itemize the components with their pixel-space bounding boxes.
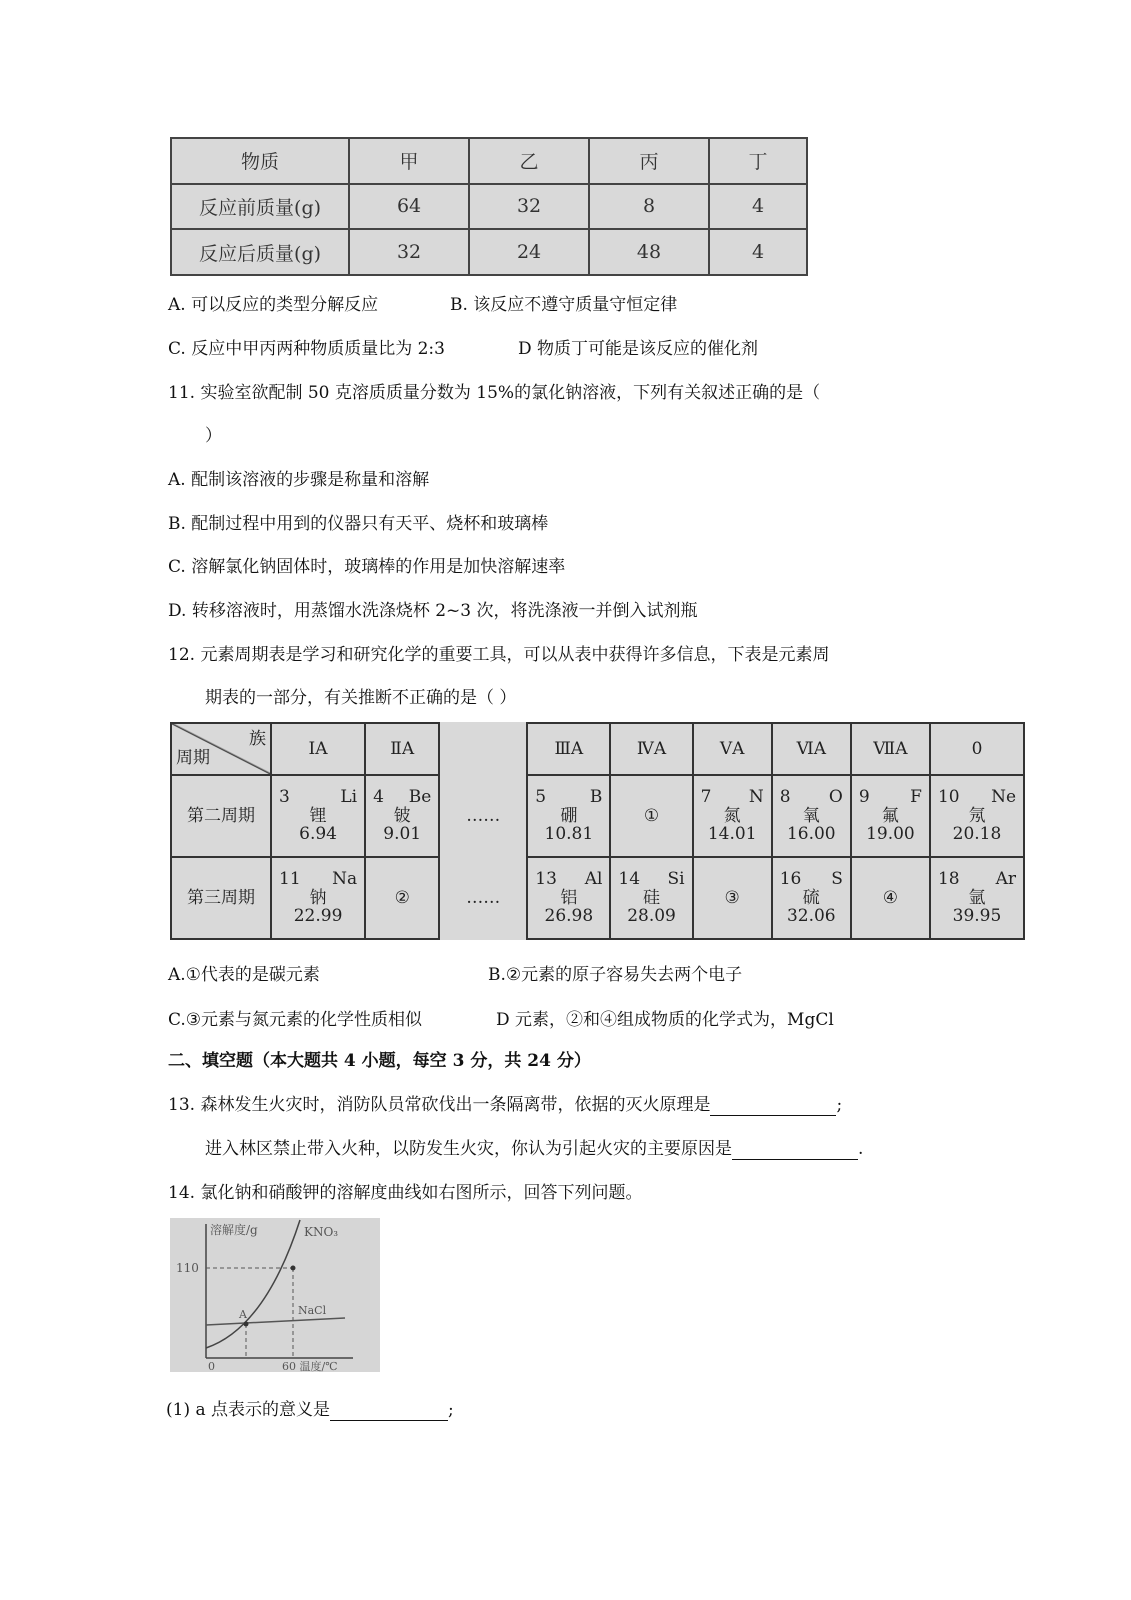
table-header-row bbox=[171, 138, 807, 184]
element-symbol: Si bbox=[667, 868, 685, 889]
atomic-mass: 19.00 bbox=[866, 824, 915, 845]
table-row bbox=[171, 229, 807, 275]
element-symbol: N bbox=[748, 786, 764, 807]
punctuation: ; bbox=[448, 1400, 454, 1420]
group-header: ⅢA bbox=[527, 723, 610, 775]
atomic-number: 16 bbox=[779, 868, 802, 889]
atomic-number: 7 bbox=[700, 786, 712, 807]
group-header: ⅥA bbox=[772, 723, 851, 775]
q10-option-a: A. 可以反应的类型分解反应 bbox=[168, 295, 379, 315]
y-tick-110: 110 bbox=[176, 1261, 199, 1275]
table-cell: 24 bbox=[469, 229, 589, 275]
element-cell bbox=[365, 775, 439, 857]
solubility-chart bbox=[170, 1218, 380, 1372]
q10-options-ab bbox=[168, 290, 677, 315]
q11-stem-end: ） bbox=[205, 426, 222, 446]
nacl-label: NaCl bbox=[298, 1304, 327, 1317]
element-placeholder: ① bbox=[610, 775, 692, 857]
period-label: 第三周期 bbox=[171, 857, 271, 939]
element-name: 氧 bbox=[802, 805, 820, 826]
x-axis-label: 60 温度/℃ bbox=[282, 1360, 338, 1372]
element-name: 氖 bbox=[968, 805, 986, 826]
group-header bbox=[439, 723, 527, 775]
data-point bbox=[291, 1266, 296, 1271]
mass-table bbox=[170, 137, 808, 276]
period-row bbox=[171, 857, 1024, 939]
kno3-label: KNO₃ bbox=[304, 1225, 339, 1239]
atomic-number: 3 bbox=[279, 786, 290, 807]
punctuation: ; bbox=[836, 1095, 843, 1115]
origin-label: 0 bbox=[208, 1360, 215, 1372]
mass-table-photo bbox=[170, 137, 808, 276]
element-symbol: F bbox=[910, 786, 922, 807]
atomic-number: 4 bbox=[373, 786, 384, 807]
q12-option-d: D 元素，②和④组成物质的化学式为，MgCl bbox=[496, 1010, 834, 1030]
element-cell bbox=[930, 857, 1024, 939]
section-heading: 二、填空题（本大题共 4 小题，每空 3 分，共 24 分） bbox=[168, 1051, 591, 1071]
element-name: 氟 bbox=[881, 805, 899, 826]
table-cell: 64 bbox=[349, 184, 469, 230]
q12-option-a: A.①代表的是碳元素 bbox=[168, 965, 320, 985]
atomic-number: 9 bbox=[858, 786, 870, 807]
table-cell: 48 bbox=[589, 229, 709, 275]
table-cell: 4 bbox=[709, 229, 807, 275]
q11-option-c: C. 溶解氯化钠固体时，玻璃棒的作用是加快溶解速率 bbox=[168, 557, 566, 577]
element-name: 铝 bbox=[560, 887, 578, 908]
q14-sub1-text: (1) a 点表示的意义是 bbox=[166, 1400, 331, 1420]
atomic-mass: 6.94 bbox=[299, 824, 337, 845]
atomic-mass: 28.09 bbox=[627, 906, 676, 927]
element-placeholder: …… bbox=[439, 775, 527, 857]
q14-sub1 bbox=[166, 1395, 454, 1421]
q11-option-d: D. 转移溶液时，用蒸馏水洗涤烧杯 2~3 次，将洗涤液一并倒入试剂瓶 bbox=[168, 601, 698, 621]
atomic-number: 18 bbox=[937, 868, 960, 889]
q11-stem: 11. 实验室欲配制 50 克溶质质量分数为 15%的氯化钠溶液，下列有关叙述正确的是（ bbox=[168, 383, 821, 403]
element-placeholder: ③ bbox=[693, 857, 772, 939]
element-cell bbox=[772, 857, 851, 939]
atomic-number: 10 bbox=[937, 786, 960, 807]
element-name: 钠 bbox=[309, 887, 327, 908]
atomic-mass: 22.99 bbox=[293, 906, 343, 927]
table-header-cell: 甲 bbox=[349, 138, 469, 184]
punctuation: . bbox=[858, 1139, 864, 1159]
q11-option-b: B. 配制过程中用到的仪器只有天平、烧杯和玻璃棒 bbox=[168, 514, 549, 534]
q14-stem: 14. 氯化钠和硝酸钾的溶解度曲线如右图所示，回答下列问题。 bbox=[168, 1183, 643, 1203]
corner-cell bbox=[171, 723, 271, 775]
q11-option-a: A. 配制该溶液的步骤是称量和溶解 bbox=[168, 470, 430, 490]
element-placeholder: …… bbox=[439, 857, 527, 939]
q10-option-b: B. 该反应不遵守质量守恒定律 bbox=[450, 295, 678, 315]
nacl-line bbox=[206, 1318, 345, 1325]
atomic-mass: 26.98 bbox=[544, 906, 594, 927]
q12-option-c: C.③元素与氮元素的化学性质相似 bbox=[168, 1010, 423, 1030]
q12-stem-end: 期表的一部分，有关推断不正确的是（ ） bbox=[205, 688, 517, 708]
element-name: 氮 bbox=[723, 805, 741, 826]
period-row bbox=[171, 775, 1024, 857]
element-cell bbox=[271, 775, 365, 857]
element-cell bbox=[527, 857, 610, 939]
q12-option-b: B.②元素的原子容易失去两个电子 bbox=[488, 965, 743, 985]
element-cell bbox=[527, 775, 610, 857]
element-cell bbox=[772, 775, 851, 857]
group-header: 0 bbox=[930, 723, 1024, 775]
element-placeholder: ④ bbox=[851, 857, 930, 939]
element-symbol: Al bbox=[584, 868, 603, 889]
q13-answer-blank-2[interactable] bbox=[732, 1139, 858, 1160]
solubility-curve-figure bbox=[170, 1218, 380, 1372]
element-cell bbox=[610, 857, 692, 939]
element-name: 硫 bbox=[802, 887, 820, 908]
point-a bbox=[244, 1322, 249, 1327]
element-cell bbox=[271, 857, 365, 939]
group-header: ⅣA bbox=[610, 723, 692, 775]
q14-answer-blank-1[interactable] bbox=[330, 1400, 448, 1421]
point-a-label: A bbox=[239, 1308, 247, 1321]
element-name: 硅 bbox=[643, 887, 661, 908]
table-cell: 4 bbox=[709, 184, 807, 230]
q12-stem: 12. 元素周期表是学习和研究化学的重要工具，可以从表中获得许多信息，下表是元素周 bbox=[168, 645, 830, 665]
atomic-mass: 16.00 bbox=[786, 824, 836, 845]
table-cell: 32 bbox=[349, 229, 469, 275]
element-symbol: S bbox=[831, 868, 843, 889]
corner-top: 族 bbox=[249, 729, 266, 750]
q10-option-c: C. 反应中甲丙两种物质质量比为 2:3 bbox=[168, 339, 445, 359]
group-header: ⅤA bbox=[693, 723, 772, 775]
element-symbol: Ne bbox=[991, 786, 1016, 807]
element-symbol: Be bbox=[408, 786, 432, 807]
atomic-mass: 9.01 bbox=[383, 824, 422, 845]
atomic-number: 8 bbox=[779, 786, 791, 807]
table-cell: 反应前质量(g) bbox=[171, 184, 349, 230]
table-header-cell: 乙 bbox=[469, 138, 589, 184]
table-header-row bbox=[171, 723, 1024, 775]
table-cell: 反应后质量(g) bbox=[171, 229, 349, 275]
atomic-mass: 32.06 bbox=[786, 906, 836, 927]
periodic-table bbox=[170, 722, 1025, 940]
element-name: 锂 bbox=[309, 805, 327, 826]
atomic-mass: 14.01 bbox=[707, 824, 757, 845]
element-cell bbox=[930, 775, 1024, 857]
q10-option-d: D 物质丁可能是该反应的催化剂 bbox=[518, 339, 759, 359]
table-row bbox=[171, 184, 807, 230]
element-symbol: Li bbox=[340, 786, 358, 807]
atomic-number: 13 bbox=[535, 868, 557, 889]
element-cell bbox=[693, 775, 772, 857]
element-cell bbox=[851, 775, 930, 857]
q13-text1: 13. 森林发生火灾时，消防队员常砍伐出一条隔离带，依据的灭火原理是 bbox=[168, 1095, 711, 1115]
q12-options-cd bbox=[168, 1005, 834, 1030]
element-symbol: Na bbox=[332, 868, 358, 889]
element-symbol: B bbox=[589, 786, 603, 807]
atomic-number: 11 bbox=[279, 868, 301, 889]
table-header-cell: 丙 bbox=[589, 138, 709, 184]
corner-bottom: 周期 bbox=[176, 747, 210, 768]
atomic-mass: 39.95 bbox=[952, 906, 1002, 927]
group-header: ⅦA bbox=[851, 723, 930, 775]
kno3-curve bbox=[206, 1220, 300, 1348]
q13-answer-blank-1[interactable] bbox=[710, 1095, 836, 1116]
table-cell: 32 bbox=[469, 184, 589, 230]
q13-line1 bbox=[168, 1090, 842, 1116]
q13-text2: 进入林区禁止带入火种，以防发生火灾，你认为引起火灾的主要原因是 bbox=[205, 1139, 732, 1159]
period-label: 第二周期 bbox=[171, 775, 271, 857]
atomic-mass: 10.81 bbox=[544, 824, 594, 845]
q13-line2 bbox=[205, 1134, 863, 1160]
q10-options-cd bbox=[168, 334, 758, 359]
table-header-cell: 物质 bbox=[171, 138, 349, 184]
atomic-number: 5 bbox=[535, 786, 547, 807]
element-symbol: Ar bbox=[995, 868, 1016, 889]
y-axis-label: 溶解度/g bbox=[210, 1223, 258, 1237]
q12-options-ab bbox=[168, 960, 742, 985]
atomic-mass: 20.18 bbox=[952, 824, 1002, 845]
element-name: 氩 bbox=[968, 887, 986, 908]
atomic-number: 14 bbox=[618, 868, 641, 889]
table-header-cell: 丁 bbox=[709, 138, 807, 184]
group-header: ⅡA bbox=[365, 723, 439, 775]
element-name: 硼 bbox=[560, 805, 578, 826]
periodic-table-photo bbox=[170, 722, 1025, 940]
group-header: ⅠA bbox=[271, 723, 365, 775]
element-symbol: O bbox=[828, 786, 843, 807]
element-placeholder: ② bbox=[365, 857, 439, 939]
element-name: 铍 bbox=[393, 805, 411, 826]
table-cell: 8 bbox=[589, 184, 709, 230]
